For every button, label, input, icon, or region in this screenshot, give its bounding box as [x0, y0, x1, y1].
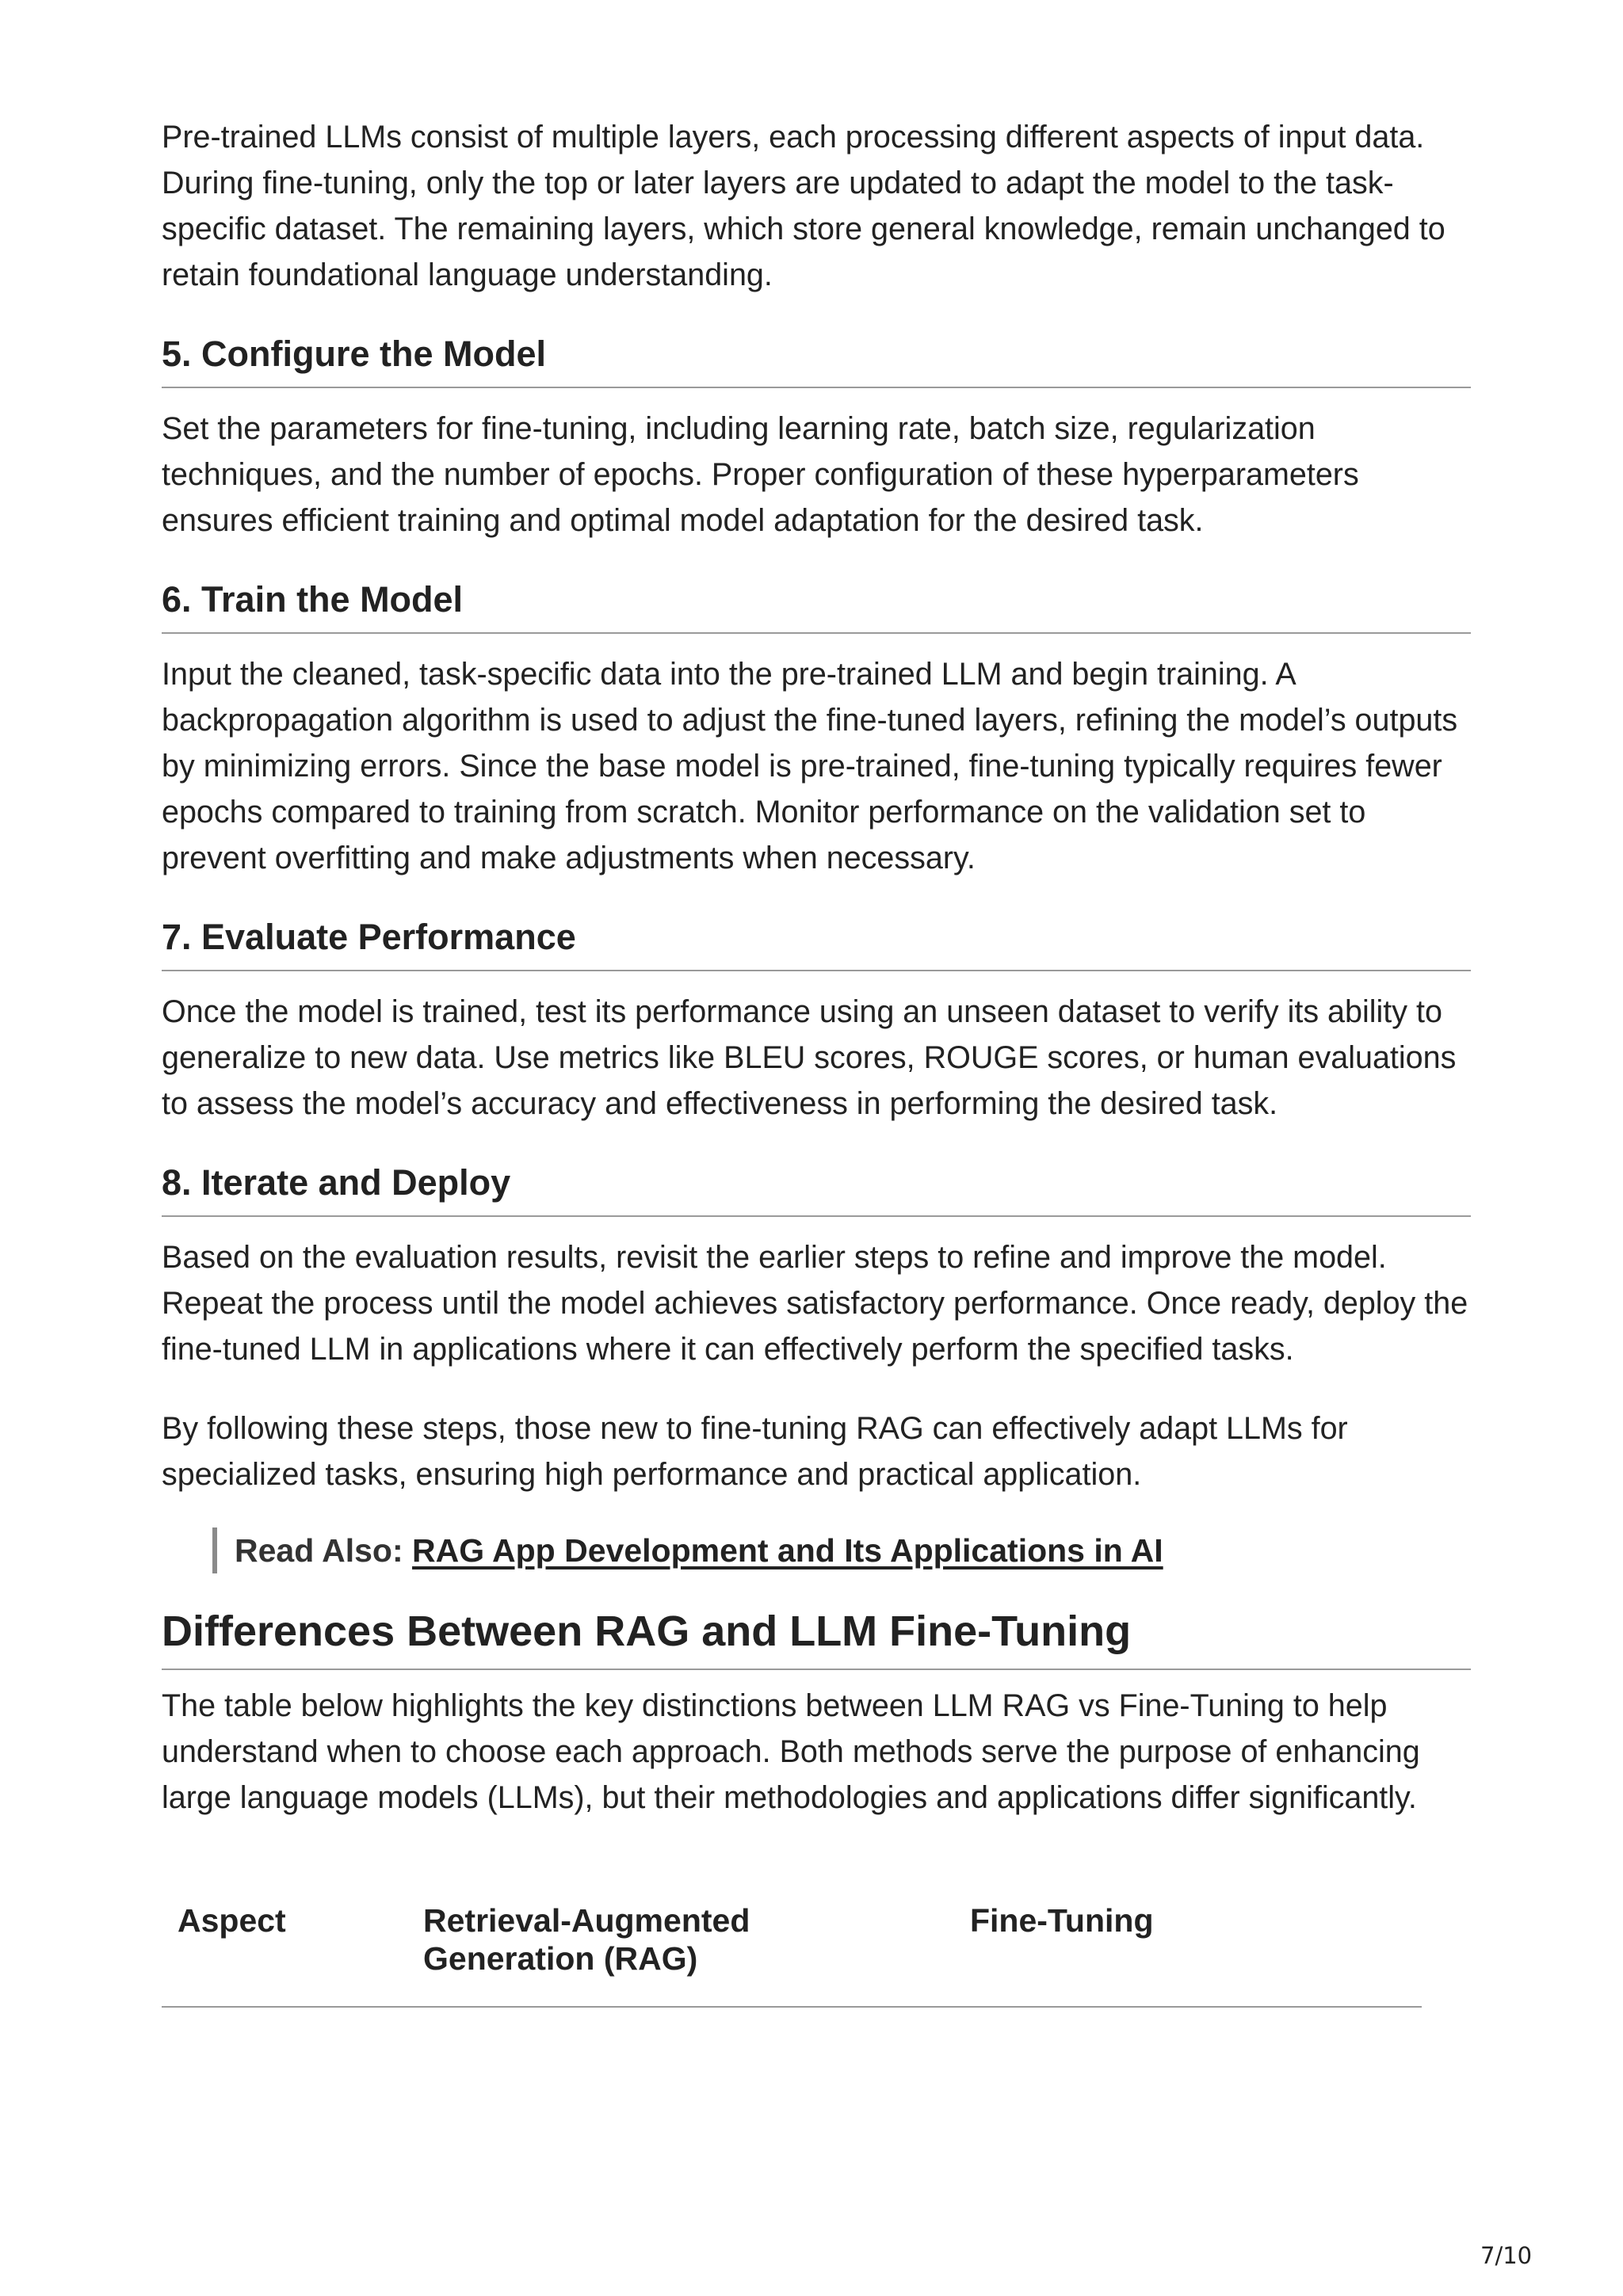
section-body-train-model: Input the cleaned, task-specific data into the pre-trained LLM and begin training. A backpropagation algorithm is used to adjust the fine-tuned layers, refining the model’s outputs by minimizing errors. Since the base model is pre-trained, fine-tuning typically requires fewer epochs compared to training from scratch. Monitor performance on the validation set to prevent overfitting and make adjustments when necessary.	[162, 657, 1458, 875]
closing-paragraph: By following these steps, those new to fine-tuning RAG can effectively adapt LLMs for specialized tasks, ensuring high performance and practical application.	[162, 1411, 1348, 1492]
section-heading-evaluate-performance: 7. Evaluate Performance	[162, 914, 1471, 971]
section-body-evaluate-performance: Once the model is trained, test its performance using an unseen dataset to verify its ability to generalize to new data. Use metrics like BLEU scores, ROUGE scores, or human evaluations to assess the model’s accuracy and effectiveness in performing the desired task.	[162, 994, 1457, 1121]
read-also-label: Read Also:	[235, 1532, 403, 1569]
differences-heading: Differences Between RAG and LLM Fine-Tuning	[162, 1604, 1471, 1670]
read-also-link[interactable]: RAG App Development and Its Applications in AI	[412, 1532, 1163, 1569]
read-also-callout	[212, 1527, 1471, 1573]
section-heading-train-model: 6. Train the Model	[162, 577, 1471, 634]
section-body-configure-model: Set the parameters for fine-tuning, including learning rate, batch size, regularization techniques, and the number of epochs. Proper configuration of these hyperparameters ensures efficient training and optimal model adaptation for the desired task.	[162, 411, 1359, 538]
table-header-aspect: Aspect	[178, 1902, 286, 1939]
differences-paragraph: The table below highlights the key distinctions between LLM RAG vs Fine-Tuning to help understand when to choose each approach. Both methods serve the purpose of enhancing large language models (LLMs), but their methodologies and applications differ significantly.	[162, 1688, 1420, 1815]
comparison-table-header	[162, 1901, 1422, 2008]
section-body-iterate-deploy: Based on the evaluation results, revisit the earlier steps to refine and improve the model. Repeat the process until the model achieves satisfactory performance. Once ready, deploy the fine-tuned LLM in applications where it can effectively perform the specified tasks.	[162, 1240, 1468, 1367]
intro-paragraph: Pre-trained LLMs consist of multiple layers, each processing different aspects of input data. During fine-tuning, only the top or later layers are updated to adapt the model to the task-specific dataset. The remaining layers, which store general knowledge, remain unchanged to retain foundational language understanding.	[162, 120, 1445, 292]
page-number: 7/10	[1480, 2242, 1533, 2269]
article-content	[162, 111, 1471, 2008]
section-heading-configure-model: 5. Configure the Model	[162, 331, 1471, 388]
section-heading-iterate-deploy: 8. Iterate and Deploy	[162, 1160, 1471, 1217]
table-header-rag: Retrieval-Augmented Generation (RAG)	[423, 1902, 750, 1977]
table-header-fine-tuning: Fine-Tuning	[970, 1902, 1154, 1939]
